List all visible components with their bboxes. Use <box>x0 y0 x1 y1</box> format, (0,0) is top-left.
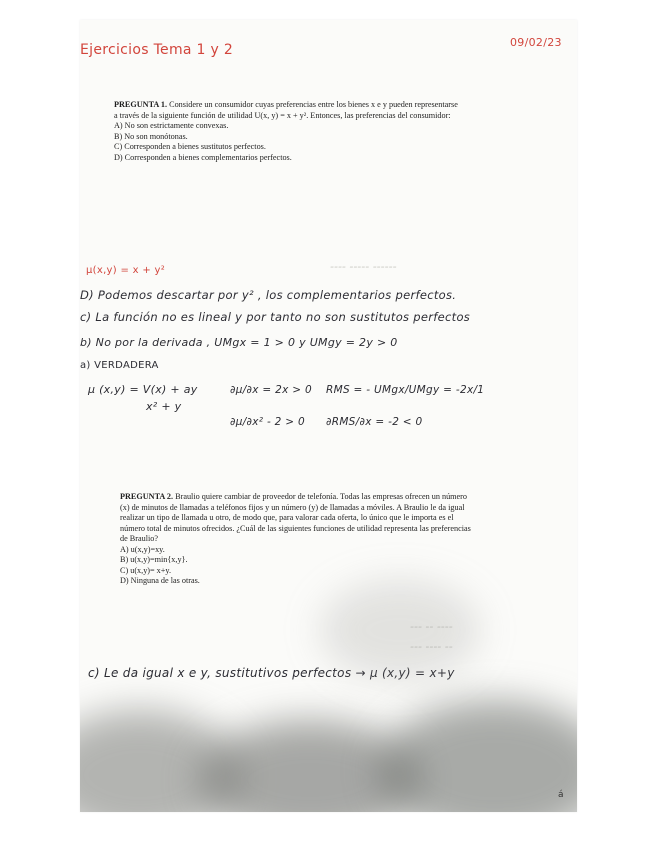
option: A) No son estrictamente convexas. <box>114 121 229 130</box>
option: B) No son monótonas. <box>114 131 188 141</box>
option: C) u(x,y)= x+y. <box>120 565 171 575</box>
date-label: 09/02/23 <box>510 36 562 49</box>
question-2 <box>120 492 510 587</box>
question-2-options <box>120 545 510 587</box>
answer-line-c: c) La función no es lineal y por tanto no son sustitutos perfectos <box>80 310 471 324</box>
second-derivative: ∂µ/∂x² - 2 > 0 <box>230 416 305 428</box>
page-mark: á <box>558 790 564 800</box>
derivative-x: ∂µ/∂x = 2x > 0 <box>230 384 313 396</box>
question-2-line-1: Braulio quiere cambiar de proveedor de telefonía. Todas las empresas ofrecen un número <box>175 492 467 501</box>
option: A) u(x,y)=xy. <box>120 544 165 554</box>
photo-shadow <box>320 580 480 680</box>
rms-derivative: ∂RMS/∂x = -2 < 0 <box>326 416 423 428</box>
question-1-line-1: Considere un consumidor cuyas preferencias entre los bienes x e y pueden representarse <box>169 100 458 109</box>
rms-formula: RMS = - UMgx/UMgy = -2x/1 <box>326 384 485 396</box>
question-2-line: de Braulio? <box>120 534 158 543</box>
bleed-through-text: ---- ----- ------ <box>330 260 397 273</box>
question-1-line-2: a través de la siguiente función de utilidad U(x, y) = x + y². Entonces, las preferencias del consumidor: <box>114 110 451 120</box>
photo-shadow <box>380 700 577 812</box>
option: C) Corresponden a bienes sustitutos perfectos. <box>114 142 266 151</box>
question-2-line: número total de minutos ofrecidos. ¿Cuál de las siguientes funciones de utilidad representa las preferencias <box>120 523 471 533</box>
option: B) u(x,y)=min{x,y}. <box>120 555 188 564</box>
question-1-options <box>114 121 494 163</box>
scanned-page <box>80 20 577 812</box>
question-2-line: (x) de minutos de llamadas a teléfonos fijos y un número (y) de llamadas a móviles. A Braulio le da igual <box>120 502 465 512</box>
question-2-heading: PREGUNTA 2. <box>120 492 174 501</box>
option: D) Corresponden a bienes complementarios perfectos. <box>114 152 292 162</box>
utility-equation-part: x² + y <box>146 400 182 413</box>
answer-line-b: b) No por la derivada , UMgx = 1 > 0 y UMgy = 2y > 0 <box>80 336 398 349</box>
answer-line-a: a) VERDADERA <box>80 360 159 371</box>
bleed-through-text: --- ---- -- <box>410 640 453 653</box>
page-title: Ejercicios Tema 1 y 2 <box>80 42 234 58</box>
bleed-through-text: --- -- ---- <box>410 620 453 633</box>
question-2-line: realizar un tipo de llamada u otro, de modo que, para valorar cada oferta, lo único que le importa es el <box>120 513 454 522</box>
utility-equation: µ (x,y) = V(x) + ay <box>88 383 198 396</box>
option: D) Ninguna de las otras. <box>120 576 200 585</box>
utility-formula: µ(x,y) = x + y² <box>86 265 165 276</box>
answer-2: c) Le da igual x e y, sustitutivos perfectos → µ (x,y) = x+y <box>88 666 455 680</box>
question-1 <box>114 100 494 163</box>
question-1-heading: PREGUNTA 1. <box>114 100 168 109</box>
answer-line-d: D) Podemos descartar por y² , los complementarios perfectos. <box>80 288 457 302</box>
